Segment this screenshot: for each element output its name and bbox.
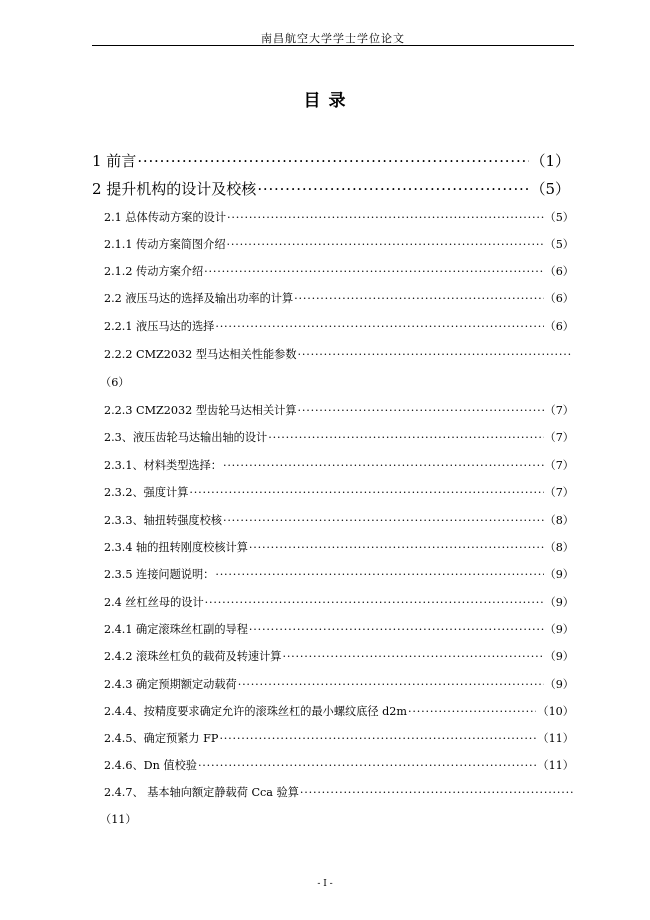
leader-dots bbox=[298, 404, 544, 417]
toc-entry-label: 2.4.1 确定滚珠丝杠副的导程 bbox=[104, 623, 248, 636]
toc-entry-page: （11） bbox=[537, 759, 574, 772]
toc-entry-label: 2.4.7、 基本轴向额定静载荷 Cca 验算 bbox=[104, 786, 299, 799]
toc-entry-label: 2.4.4、按精度要求确定允许的滚珠丝杠的最小螺纹底径 d2m bbox=[104, 705, 408, 718]
leader-dots bbox=[282, 650, 543, 663]
toc-entry-label: 2.3.5 连接问题说明： bbox=[104, 568, 215, 581]
toc-entry-page: （9） bbox=[544, 678, 574, 691]
toc-entry[interactable] bbox=[92, 178, 570, 199]
leader-dots bbox=[294, 292, 543, 305]
leader-dots bbox=[300, 786, 573, 799]
toc-entry-label: 2.1.1 传动方案简图介绍 bbox=[104, 238, 226, 251]
toc-entry[interactable] bbox=[104, 730, 574, 746]
toc-entry[interactable] bbox=[104, 457, 574, 473]
toc-entry[interactable] bbox=[104, 676, 574, 692]
toc-entry-label: 2.2 液压马达的选择及输出功率的计算 bbox=[104, 292, 294, 305]
toc-entry-label: 2.3、液压齿轮马达输出轴的设计 bbox=[104, 431, 268, 444]
leader-dots bbox=[204, 265, 543, 278]
toc-entry[interactable] bbox=[104, 594, 574, 610]
toc-entry-page: （9） bbox=[544, 596, 574, 609]
toc-entry[interactable] bbox=[104, 290, 574, 306]
header-rule bbox=[92, 45, 574, 46]
toc-entry-page: （8） bbox=[544, 541, 574, 554]
toc-entry-page: （7） bbox=[544, 431, 574, 444]
toc-entry-page: （10） bbox=[537, 705, 574, 718]
leader-dots bbox=[215, 568, 543, 581]
leader-dots bbox=[408, 705, 536, 718]
toc-entry[interactable] bbox=[104, 263, 574, 279]
toc-entry[interactable] bbox=[104, 346, 574, 362]
running-header: 南昌航空大学学士学位论文 bbox=[261, 32, 405, 45]
toc-entry[interactable] bbox=[104, 539, 574, 555]
toc-entry[interactable] bbox=[104, 703, 574, 719]
toc-entry[interactable] bbox=[92, 150, 570, 171]
toc-entry[interactable] bbox=[104, 484, 574, 500]
toc-entry-page: （6） bbox=[544, 265, 574, 278]
toc-entry-label: 2.3.1、材料类型选择： bbox=[104, 459, 222, 472]
toc-entry-page: （7） bbox=[544, 404, 574, 417]
leader-dots bbox=[137, 152, 529, 170]
toc-entry-page: （11） bbox=[537, 732, 574, 745]
toc-entry-page: （7） bbox=[544, 486, 574, 499]
toc-entry-label: 2.3.4 轴的扭转刚度校核计算 bbox=[104, 541, 248, 554]
toc-entry-page: （9） bbox=[544, 623, 574, 636]
toc-entry-label: 2 提升机构的设计及校核 bbox=[92, 180, 257, 198]
toc-entry-label: 2.2.3 CMZ2032 型齿轮马达相关计算 bbox=[104, 404, 297, 417]
leader-dots bbox=[257, 180, 529, 198]
toc-entry[interactable] bbox=[104, 318, 574, 334]
toc-entry-label: 2.4 丝杠丝母的设计 bbox=[104, 596, 204, 609]
leader-dots bbox=[249, 623, 544, 636]
leader-dots bbox=[227, 211, 543, 224]
leader-dots bbox=[205, 596, 544, 609]
toc-entry-label: 1 前言 bbox=[92, 152, 137, 170]
leader-dots bbox=[249, 541, 544, 554]
toc-entry[interactable] bbox=[104, 648, 574, 664]
toc-entry-page: （5） bbox=[530, 180, 570, 198]
leader-dots bbox=[223, 514, 544, 527]
toc-entry[interactable] bbox=[104, 784, 574, 800]
leader-dots bbox=[219, 732, 536, 745]
toc-entry-page: （9） bbox=[544, 568, 574, 581]
toc-entry[interactable] bbox=[104, 236, 574, 252]
toc-entry-page: （5） bbox=[544, 238, 574, 251]
leader-dots bbox=[298, 348, 573, 361]
leader-dots bbox=[223, 459, 544, 472]
toc-entry-label: 2.4.5、确定预紧力 FP bbox=[104, 732, 219, 745]
leader-dots bbox=[198, 759, 536, 772]
toc-entry-label: 2.4.3 确定预期额定动载荷 bbox=[104, 678, 237, 691]
toc-entry[interactable] bbox=[104, 621, 574, 637]
toc-entry-page: （6） bbox=[544, 292, 574, 305]
leader-dots bbox=[238, 678, 544, 691]
toc-entry-label: 2.3.2、强度计算 bbox=[104, 486, 189, 499]
toc-entry-page: （6） bbox=[100, 376, 130, 389]
toc-entry-page: （11） bbox=[100, 813, 137, 826]
toc-entry-label: 2.4.6、Dn 值校验 bbox=[104, 759, 197, 772]
toc-entry[interactable] bbox=[104, 402, 574, 418]
leader-dots bbox=[215, 320, 543, 333]
toc-entry-label: 2.3.3、轴扭转强度校核 bbox=[104, 514, 222, 527]
leader-dots bbox=[227, 238, 544, 251]
toc-title: 目 录 bbox=[303, 91, 347, 111]
toc-entry-page: （6） bbox=[544, 320, 574, 333]
toc-entry-label: 2.2.2 CMZ2032 型马达相关性能参数 bbox=[104, 348, 297, 361]
toc-entry[interactable] bbox=[104, 566, 574, 582]
toc-entry-page: （7） bbox=[544, 459, 574, 472]
toc-entry-label: 2.1.2 传动方案介绍 bbox=[104, 265, 204, 278]
page-number: - I - bbox=[317, 879, 333, 889]
toc-entry-label: 2.2.1 液压马达的选择 bbox=[104, 320, 215, 333]
toc-entry-page: （5） bbox=[544, 211, 574, 224]
toc-entry[interactable] bbox=[104, 512, 574, 528]
leader-dots bbox=[189, 486, 543, 499]
toc-entry[interactable] bbox=[104, 757, 574, 773]
toc-entry-page: （9） bbox=[544, 650, 574, 663]
toc-entry-page: （1） bbox=[530, 152, 570, 170]
toc-entry-label: 2.1 总体传动方案的设计 bbox=[104, 211, 227, 224]
leader-dots bbox=[268, 431, 543, 444]
toc-entry[interactable] bbox=[104, 429, 574, 445]
toc-entry-label: 2.4.2 滚珠丝杠负的载荷及转速计算 bbox=[104, 650, 282, 663]
toc-entry[interactable] bbox=[104, 209, 574, 225]
toc-entry-page: （8） bbox=[544, 514, 574, 527]
